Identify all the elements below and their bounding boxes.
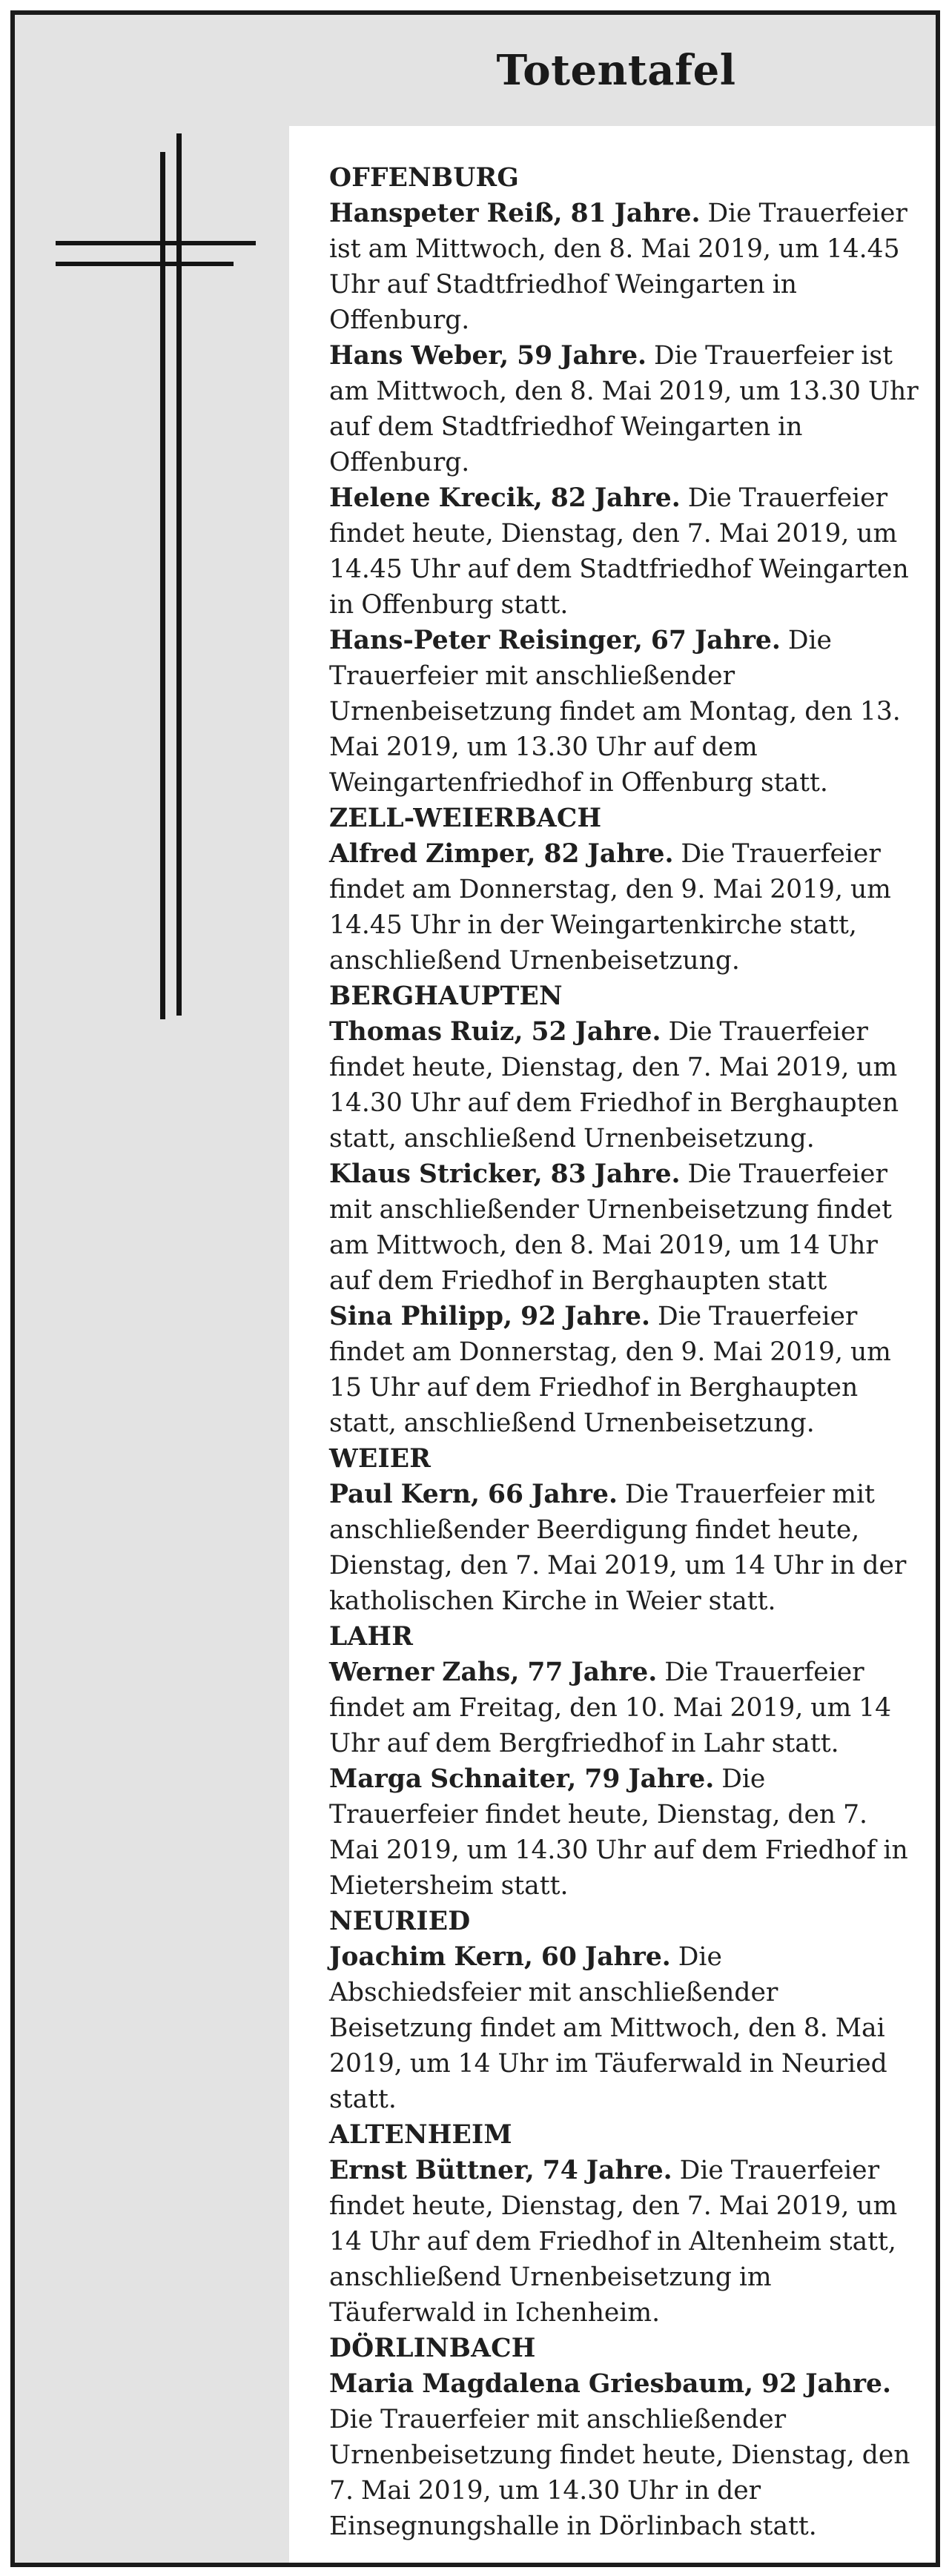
obituary-entry — [329, 1156, 921, 1299]
ceremony-details: Die Trauerfeier findet heute, Dienstag, den 7. Mai 2019, um 14.30 Uhr auf dem Friedhof in Mietersheim statt. — [329, 1764, 908, 1901]
ceremony-details: Die Trauerfeier findet am Donnerstag, den 9. Mai 2019, um 14.45 Uhr in der Weingartenkirche statt, anschließend Urnenbeisetzung. — [329, 839, 891, 976]
ceremony-details: Die Trauerfeier mit anschließender Beerdigung findet heute, Dienstag, den 7. Mai 2019, um 14 Uhr in der katholischen Kirche in Weier statt. — [329, 1480, 907, 1616]
cross-horizontal-bar — [56, 241, 256, 245]
obituary-entry — [329, 2366, 921, 2544]
deceased-name: Helene Krecik, 82 Jahre. — [329, 483, 681, 513]
obituary-entry — [329, 1939, 921, 2117]
deceased-name: Hans Weber, 59 Jahre. — [329, 341, 647, 371]
obituary-entry — [329, 1477, 921, 1619]
deceased-name: Paul Kern, 66 Jahre. — [329, 1480, 618, 1509]
deceased-name: Ernst Büttner, 74 Jahre. — [329, 2156, 672, 2185]
deceased-name: Hans-Peter Reisinger, 67 Jahre. — [329, 626, 781, 655]
place-heading: DÖRLINBACH — [329, 2334, 536, 2363]
obituary-notice — [10, 10, 940, 2567]
deceased-name: Joachim Kern, 60 Jahre. — [329, 1942, 671, 1972]
ceremony-details: Die Abschiedsfeier mit anschließender Beisetzung findet am Mittwoch, den 8. Mai 2019, um 14 Uhr im Täuferwald in Neuried statt. — [329, 1942, 887, 2114]
deceased-name: Maria Magdalena Griesbaum, 92 Jahre. — [329, 2369, 891, 2399]
obituary-entry — [329, 2153, 921, 2331]
ceremony-details: Die Trauerfeier findet am Donnerstag, den 9. Mai 2019, um 15 Uhr auf dem Friedhof in Berghaupten statt, anschließend Urnenbeisetzung. — [329, 1302, 891, 1438]
place-heading: OFFENBURG — [329, 163, 520, 193]
obituary-entry — [329, 1655, 921, 1761]
ceremony-details: Die Trauerfeier ist am Mittwoch, den 8. Mai 2019, um 13.30 Uhr auf dem Stadtfriedhof Weingarten in Offenburg. — [329, 341, 919, 477]
ceremony-details: Die Trauerfeier findet am Freitag, den 10. Mai 2019, um 14 Uhr auf dem Bergfriedhof in Lahr statt. — [329, 1658, 892, 1758]
obituary-entry — [329, 196, 921, 338]
deceased-name: Sina Philipp, 92 Jahre. — [329, 1302, 651, 1331]
obituary-entry — [329, 836, 921, 979]
obituary-entry — [329, 338, 921, 480]
place-heading: WEIER — [329, 1444, 431, 1474]
obituary-list — [289, 126, 936, 2567]
page-title: Totentafel — [496, 46, 736, 95]
obituary-entry — [329, 1299, 921, 1441]
deceased-name: Klaus Stricker, 83 Jahre. — [329, 1159, 681, 1189]
place-heading: NEURIED — [329, 1907, 471, 1936]
ceremony-details: Die Trauerfeier mit anschließender Urnenbeisetzung findet am Mittwoch, den 8. Mai 2019, um 14 Uhr auf dem Friedhof in Berghaupten statt — [329, 1159, 892, 1296]
obituary-entry — [329, 623, 921, 801]
ceremony-details: Die Trauerfeier findet heute, Dienstag, den 7. Mai 2019, um 14.30 Uhr auf dem Friedhof in Berghaupten statt, anschließend Urnenbeisetzung. — [329, 1017, 899, 1153]
place-heading: LAHR — [329, 1622, 414, 1652]
deceased-name: Marga Schnaiter, 79 Jahre. — [329, 1764, 715, 1794]
ceremony-details: Die Trauerfeier mit anschließender Urnenbeisetzung findet heute, Dienstag, den 7. Mai 2019, um 14.30 Uhr in der Einsegnungshalle in Dörlinbach statt. — [329, 2405, 910, 2541]
obituary-entry — [329, 480, 921, 623]
cross-horizontal-bar — [56, 262, 234, 266]
deceased-name: Thomas Ruiz, 52 Jahre. — [329, 1017, 661, 1047]
obituary-entry — [329, 1014, 921, 1156]
cross-icon — [44, 119, 267, 1030]
place-heading: ALTENHEIM — [329, 2120, 512, 2150]
ceremony-details: Die Trauerfeier mit anschließender Urnenbeisetzung findet am Montag, den 13. Mai 2019, um 13.30 Uhr auf dem Weingartenfriedhof in Offenburg statt. — [329, 626, 901, 798]
ceremony-details: Die Trauerfeier findet heute, Dienstag, den 7. Mai 2019, um 14.45 Uhr auf dem Stadtfriedhof Weingarten in Offenburg statt. — [329, 483, 909, 620]
ceremony-details: Die Trauerfeier ist am Mittwoch, den 8. Mai 2019, um 14.45 Uhr auf Stadtfriedhof Weingarten in Offenburg. — [329, 199, 907, 335]
ceremony-details: Die Trauerfeier findet heute, Dienstag, den 7. Mai 2019, um 14 Uhr auf dem Friedhof in Altenheim statt, anschließend Urnenbeisetzung im Täuferwald in Ichenheim. — [329, 2156, 898, 2328]
deceased-name: Alfred Zimper, 82 Jahre. — [329, 839, 674, 869]
deceased-name: Hanspeter Reiß, 81 Jahre. — [329, 199, 701, 228]
place-heading: ZELL-WEIERBACH — [329, 804, 602, 833]
cross-vertical-bar — [160, 152, 165, 1019]
place-heading: BERGHAUPTEN — [329, 981, 563, 1011]
deceased-name: Werner Zahs, 77 Jahre. — [329, 1658, 658, 1687]
obituary-entry — [329, 1761, 921, 1904]
